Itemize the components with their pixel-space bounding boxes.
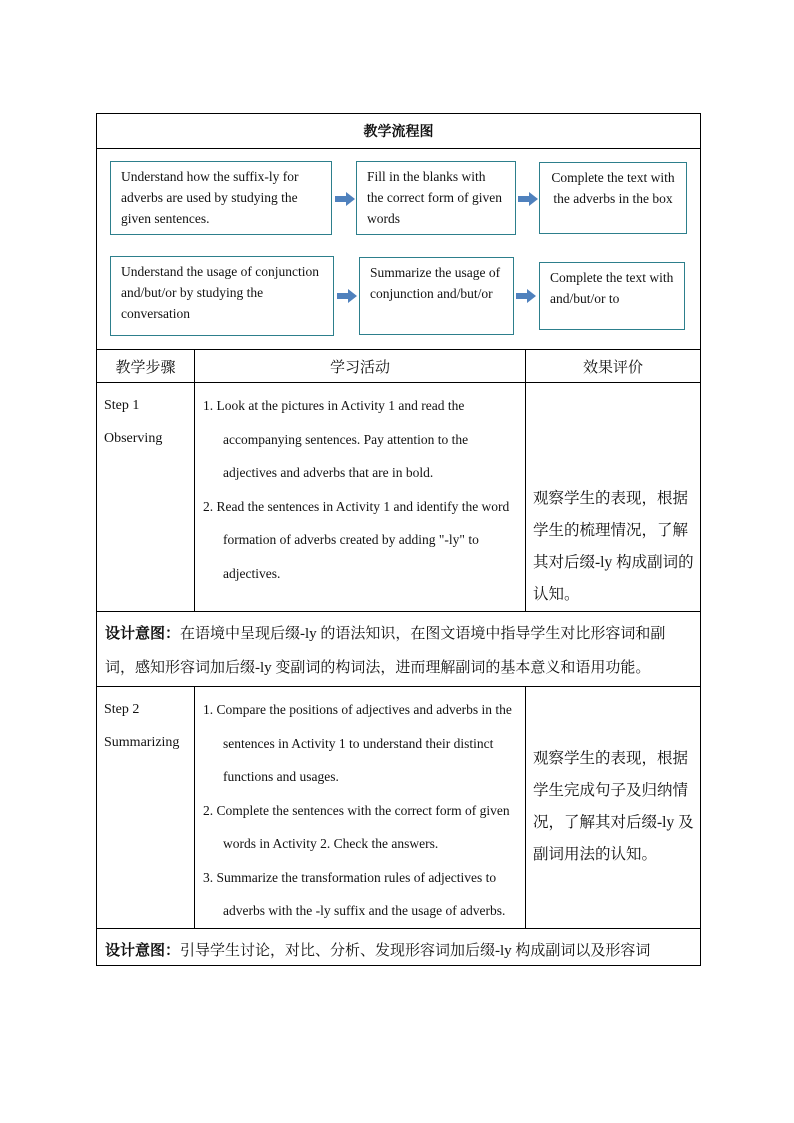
header-evaluation: 效果评价 — [526, 350, 701, 383]
design-intent-label: 设计意图： — [105, 942, 181, 959]
flow-box-2-3: Complete the text with and/but/or to — [539, 262, 685, 330]
flow-box-2-2: Summarize the usage of conjunction and/but/or — [359, 257, 514, 335]
arrow-right-icon — [518, 192, 538, 206]
arrow-right-icon — [516, 289, 536, 303]
step-2-activity: 2. Complete the sentences with the correct form of given words in Activity 2. Check the answers. — [203, 802, 510, 851]
step-1-activity: 2. Read the sentences in Activity 1 and identify the word formation of adverbs created by adding "-ly" to adjectives. — [203, 498, 510, 581]
design-intent-2 — [97, 928, 701, 965]
step-1-activity: 1. Look at the pictures in Activity 1 and read the accompanying sentences. Pay attention to the adjectives and adverbs that are in bold. — [203, 398, 469, 480]
flowchart — [97, 149, 701, 350]
step-1-name: Step 1 Observing — [97, 383, 195, 612]
step-2-activity: 1. Compare the positions of adjectives and adverbs in the sentences in Activity 1 to understand their distinct functions and usages. — [203, 702, 512, 784]
design-intent-text: 在语境中呈现后缀-ly 的语法知识，在图文语境中指导学生对比形容词和副词，感知形容词加后缀-ly 变副词的构词法，进而理解副词的基本意义和语用功能。 — [105, 626, 666, 676]
flow-box-1-1: Understand how the suffix-ly for adverbs are used by studying the given sentences. — [110, 161, 332, 235]
step-1-evaluation: 观察学生的表现，根据学生的梳理情况，了解其对后缀-ly 构成副词的认知。 — [526, 383, 701, 612]
step-2-evaluation: 观察学生的表现，根据学生完成句子及归纳情况，了解其对后缀-ly 及副词用法的认知。 — [526, 687, 701, 929]
lesson-table — [96, 113, 701, 966]
header-step: 教学步骤 — [97, 350, 195, 383]
arrow-right-icon — [335, 192, 355, 206]
design-intent-text: 引导学生讨论，对比、分析、发现形容词加后缀-ly 构成副词以及形容词 — [180, 942, 651, 959]
header-activity: 学习活动 — [195, 350, 526, 383]
step-2-activities — [195, 687, 526, 929]
step-1-activities — [195, 383, 526, 612]
arrow-right-icon — [337, 289, 357, 303]
step-2-activity: 3. Summarize the transformation rules of adjectives to adverbs with the -ly suffix and the usage of adverbs. — [203, 869, 506, 918]
design-intent-1 — [97, 612, 701, 687]
flow-box-1-2: Fill in the blanks with the correct form of given words — [356, 161, 516, 235]
lesson-plan-document — [96, 113, 700, 966]
flow-box-1-3: Complete the text with the adverbs in the box — [539, 162, 687, 234]
flow-box-2-1: Understand the usage of conjunction and/but/or by studying the conversation — [110, 256, 334, 336]
design-intent-label: 设计意图： — [105, 626, 181, 642]
flowchart-title: 教学流程图 — [97, 114, 701, 149]
step-2-name: Step 2 Summarizing — [97, 687, 195, 929]
